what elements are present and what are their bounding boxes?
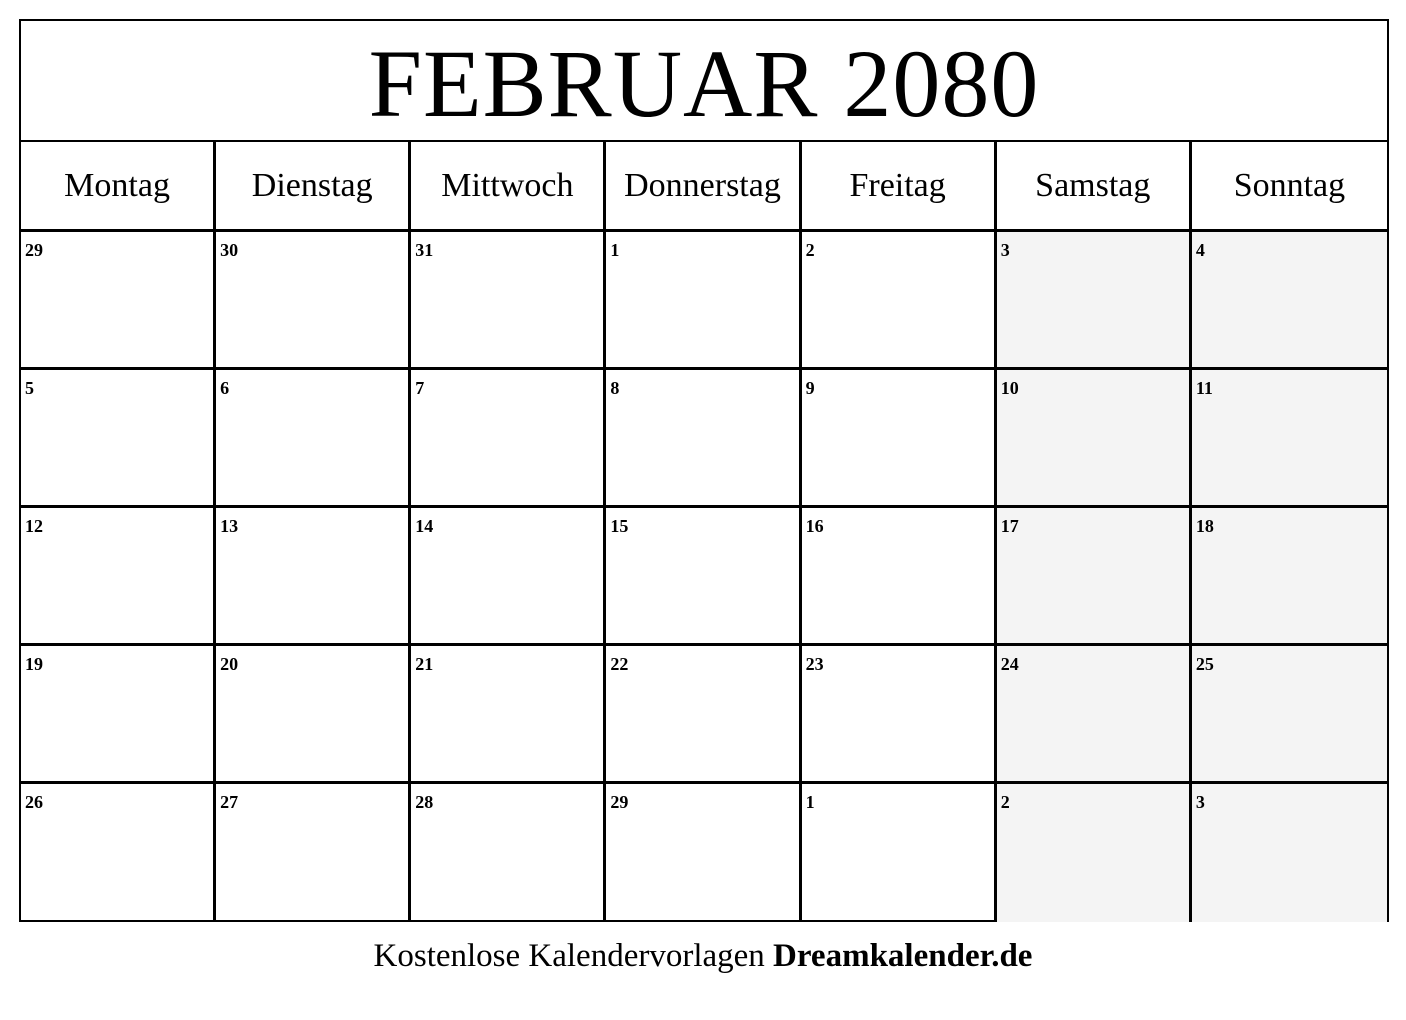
day-number: 20 <box>220 654 239 674</box>
day-number: 28 <box>415 792 434 812</box>
day-number: 3 <box>1195 792 1205 812</box>
day-cell <box>216 508 411 646</box>
weekday-header-friday: Freitag <box>802 142 997 232</box>
day-number: 23 <box>805 654 824 674</box>
weekend-day-cell <box>1192 508 1387 646</box>
weekday-header-monday: Montag <box>21 142 216 232</box>
day-number: 25 <box>1195 654 1214 674</box>
day-number: 4 <box>1195 240 1205 260</box>
calendar-grid <box>21 142 1387 920</box>
footer-brand-link[interactable]: Dreamkalender.de <box>773 938 1033 974</box>
weekend-day-cell <box>997 646 1192 784</box>
day-number: 31 <box>415 240 434 260</box>
weekday-header-wednesday: Mittwoch <box>411 142 606 232</box>
day-cell <box>802 232 997 370</box>
weekend-day-cell <box>997 370 1192 508</box>
day-cell <box>802 646 997 784</box>
day-number: 5 <box>25 378 34 398</box>
day-cell <box>411 784 606 922</box>
day-number: 1 <box>610 240 620 260</box>
weekend-day-cell <box>1192 232 1387 370</box>
day-cell <box>411 370 606 508</box>
day-number: 30 <box>220 240 239 260</box>
day-number: 29 <box>25 240 43 260</box>
weekday-header-sunday: Sonntag <box>1192 142 1387 232</box>
day-cell <box>21 232 216 370</box>
weekend-day-cell <box>997 508 1192 646</box>
weekend-day-cell <box>1192 646 1387 784</box>
day-cell <box>21 784 216 922</box>
day-cell <box>21 370 216 508</box>
day-number: 10 <box>1000 378 1019 398</box>
day-cell <box>606 646 801 784</box>
footer <box>0 938 1406 975</box>
day-cell <box>802 784 997 922</box>
calendar-title: FEBRUAR 2080 <box>368 29 1040 137</box>
day-number: 9 <box>805 378 815 398</box>
day-cell <box>411 232 606 370</box>
day-cell <box>216 370 411 508</box>
day-number: 24 <box>1000 654 1019 674</box>
day-number: 16 <box>805 516 824 536</box>
weekday-header-thursday: Donnerstag <box>606 142 801 232</box>
calendar <box>19 19 1389 922</box>
day-number: 17 <box>1000 516 1019 536</box>
day-number: 18 <box>1195 516 1214 536</box>
day-number: 22 <box>610 654 629 674</box>
day-number: 15 <box>610 516 629 536</box>
day-cell <box>802 370 997 508</box>
weekday-header-tuesday: Dienstag <box>216 142 411 232</box>
day-number: 6 <box>220 378 230 398</box>
footer-text: Kostenlose Kalendervorlagen <box>373 938 765 974</box>
day-number: 1 <box>805 792 815 812</box>
weekend-day-cell <box>1192 370 1387 508</box>
day-cell <box>606 370 801 508</box>
day-cell <box>606 508 801 646</box>
day-cell <box>606 784 801 922</box>
day-cell <box>21 508 216 646</box>
day-number: 7 <box>415 378 425 398</box>
weekend-day-cell <box>997 232 1192 370</box>
day-number: 26 <box>25 792 43 812</box>
day-number: 21 <box>415 654 434 674</box>
day-cell <box>411 646 606 784</box>
day-number: 12 <box>25 516 43 536</box>
weekday-header-saturday: Samstag <box>997 142 1192 232</box>
weekend-day-cell <box>1192 784 1387 922</box>
day-number: 2 <box>805 240 815 260</box>
day-number: 19 <box>25 654 43 674</box>
day-cell <box>216 232 411 370</box>
title-row <box>21 21 1387 142</box>
weekend-day-cell <box>997 784 1192 922</box>
day-number: 11 <box>1195 378 1213 398</box>
day-number: 14 <box>415 516 434 536</box>
day-cell <box>802 508 997 646</box>
day-cell <box>411 508 606 646</box>
day-cell <box>216 784 411 922</box>
day-number: 3 <box>1000 240 1010 260</box>
day-number: 2 <box>1000 792 1010 812</box>
day-number: 8 <box>610 378 620 398</box>
day-number: 27 <box>220 792 239 812</box>
day-number: 29 <box>610 792 629 812</box>
day-cell <box>606 232 801 370</box>
day-cell <box>216 646 411 784</box>
day-cell <box>21 646 216 784</box>
day-number: 13 <box>220 516 239 536</box>
